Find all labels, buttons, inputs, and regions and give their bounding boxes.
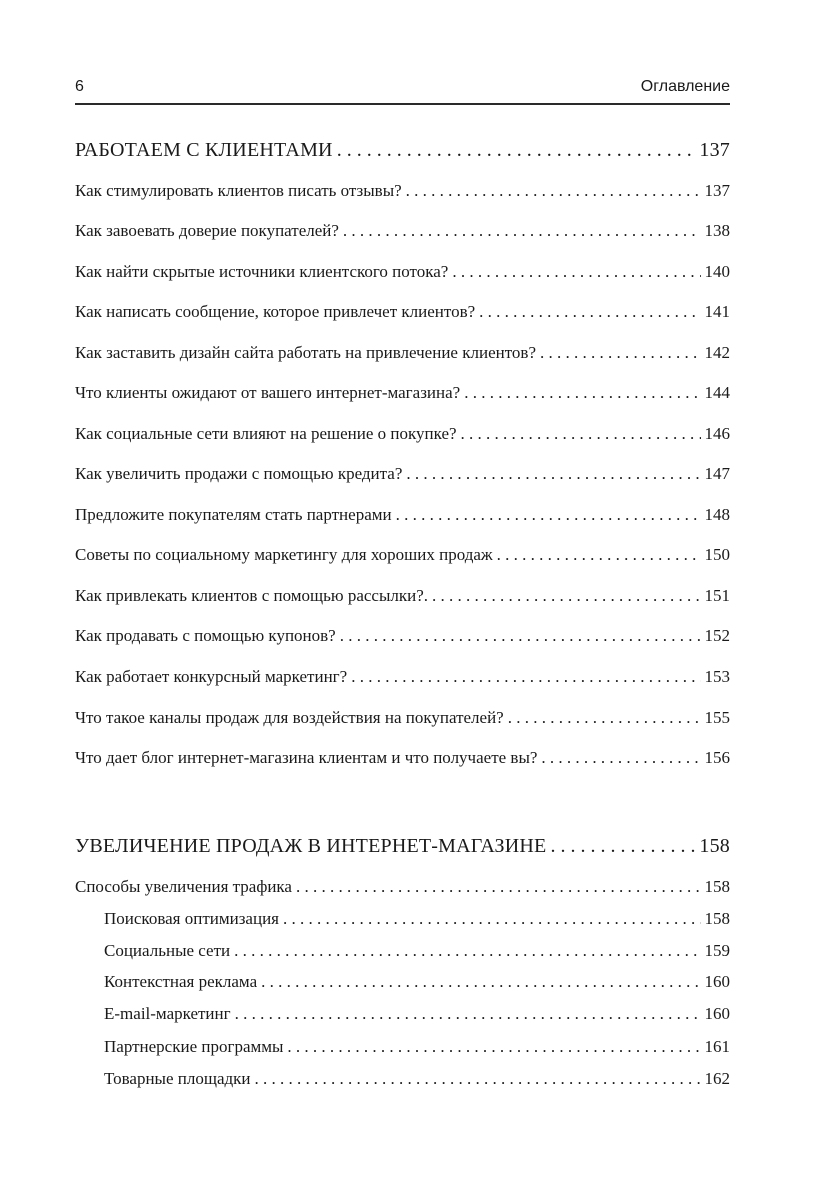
toc-entry[interactable] [75, 666, 730, 688]
toc-entry[interactable] [75, 747, 730, 769]
toc-page: 138 [704, 221, 730, 240]
toc-page: 151 [704, 586, 730, 605]
toc-page: 140 [704, 262, 730, 281]
leader-dots [540, 342, 701, 364]
toc-page: 155 [704, 708, 730, 727]
toc-subentry[interactable] [104, 1003, 730, 1025]
toc-title: Поисковая оптимизация [104, 909, 279, 928]
toc-entry[interactable] [75, 423, 730, 445]
toc-page: 141 [704, 302, 730, 321]
running-head [75, 78, 730, 100]
toc-page: 144 [704, 383, 730, 402]
toc-title: Как написать сообщение, которое привлечет клиентов? [75, 302, 476, 321]
toc-entry[interactable] [75, 585, 730, 607]
toc-entry[interactable] [75, 301, 730, 323]
toc-title: E-mail-маркетинг [104, 1004, 231, 1023]
leader-dots [343, 220, 701, 242]
toc-page: 137 [704, 181, 730, 200]
toc-title: УВЕЛИЧЕНИЕ ПРОДАЖ В ИНТЕРНЕТ-МАГАЗИНЕ [75, 835, 547, 857]
toc-title: Партнерские программы [104, 1037, 284, 1056]
toc-subentry[interactable] [104, 940, 730, 962]
leader-dots [340, 625, 701, 647]
toc-page: 153 [704, 667, 730, 686]
toc-entry[interactable] [75, 382, 730, 404]
toc-title: Как стимулировать клиентов писать отзывы? [75, 181, 402, 200]
leader-dots [461, 423, 701, 445]
toc-entry[interactable] [75, 220, 730, 242]
toc-title: Советы по социальному маркетингу для хороших продаж [75, 545, 493, 564]
toc-section-heading[interactable] [75, 139, 730, 161]
toc-page: 158 [704, 909, 730, 928]
toc-entry[interactable] [75, 876, 730, 898]
leader-dots [351, 666, 700, 688]
header-rule [75, 103, 730, 105]
toc-subentry[interactable] [104, 971, 730, 993]
toc-title: Как завоевать доверие покупателей? [75, 221, 339, 240]
toc-title: Как увеличить продажи с помощью кредита? [75, 464, 403, 483]
toc-title: Как найти скрытые источники клиентского потока? [75, 262, 449, 281]
running-title: Оглавление [640, 78, 730, 95]
toc-entry[interactable] [75, 463, 730, 485]
toc-entry[interactable] [75, 342, 730, 364]
toc-subentry[interactable] [104, 908, 730, 930]
leader-dots [337, 139, 696, 161]
leader-dots [432, 585, 700, 607]
leader-dots [550, 835, 695, 857]
toc-title: Предложите покупателям стать партнерами [75, 505, 392, 524]
toc-page: 159 [704, 941, 730, 960]
toc-title: Как работает конкурсный маркетинг? [75, 667, 348, 686]
leader-dots [406, 463, 700, 485]
toc-page: 162 [704, 1069, 730, 1088]
toc-page: 147 [704, 464, 730, 483]
leader-dots [541, 747, 700, 769]
toc-title: Что такое каналы продаж для воздействия на покупателей? [75, 708, 504, 727]
toc-page: 148 [704, 505, 730, 524]
toc-title: Что клиенты ожидают от вашего интернет-магазина? [75, 383, 461, 402]
toc-page: 160 [704, 972, 730, 991]
toc-subentry[interactable] [104, 1036, 730, 1058]
book-page [75, 0, 730, 1200]
toc-subentry[interactable] [104, 1068, 730, 1090]
leader-dots [235, 1003, 701, 1025]
leader-dots [234, 940, 700, 962]
toc-title: Контекстная реклама [104, 972, 258, 991]
toc-title: РАБОТАЕМ С КЛИЕНТАМИ [75, 139, 333, 161]
toc-title: Социальные сети [104, 941, 231, 960]
leader-dots [479, 301, 700, 323]
toc-entry[interactable] [75, 261, 730, 283]
toc-page: 158 [699, 835, 730, 857]
page-number: 6 [75, 78, 84, 95]
leader-dots [287, 1036, 700, 1058]
toc-page: 150 [704, 545, 730, 564]
toc-title: Как заставить дизайн сайта работать на привлечение клиентов? [75, 343, 536, 362]
toc-entry[interactable] [75, 504, 730, 526]
toc-entry[interactable] [75, 707, 730, 729]
leader-dots [296, 876, 701, 898]
toc-title: Способы увеличения трафика [75, 877, 292, 896]
toc-page: 158 [704, 877, 730, 896]
toc-page: 152 [704, 626, 730, 645]
leader-dots [255, 1068, 701, 1090]
leader-dots [283, 908, 701, 930]
toc-page: 146 [704, 424, 730, 443]
toc-section-heading[interactable] [75, 835, 730, 857]
toc-title: Как привлекать клиентов с помощью рассылки?. [75, 586, 429, 605]
toc-entry[interactable] [75, 180, 730, 202]
toc-page: 161 [704, 1037, 730, 1056]
leader-dots [406, 180, 701, 202]
toc-title: Как социальные сети влияют на решение о покупке? [75, 424, 457, 443]
toc-page: 137 [699, 139, 730, 161]
toc-title: Как продавать с помощью купонов? [75, 626, 336, 645]
leader-dots [396, 504, 701, 526]
leader-dots [497, 544, 701, 566]
toc-page: 160 [704, 1004, 730, 1023]
toc-entry[interactable] [75, 625, 730, 647]
leader-dots [508, 707, 701, 729]
toc-entry[interactable] [75, 544, 730, 566]
toc-page: 142 [704, 343, 730, 362]
leader-dots [464, 382, 700, 404]
toc-title: Товарные площадки [104, 1069, 251, 1088]
leader-dots [261, 971, 700, 993]
toc-page: 156 [704, 748, 730, 767]
toc-title: Что дает блог интернет-магазина клиентам и что получаете вы? [75, 748, 538, 767]
leader-dots [452, 261, 700, 283]
